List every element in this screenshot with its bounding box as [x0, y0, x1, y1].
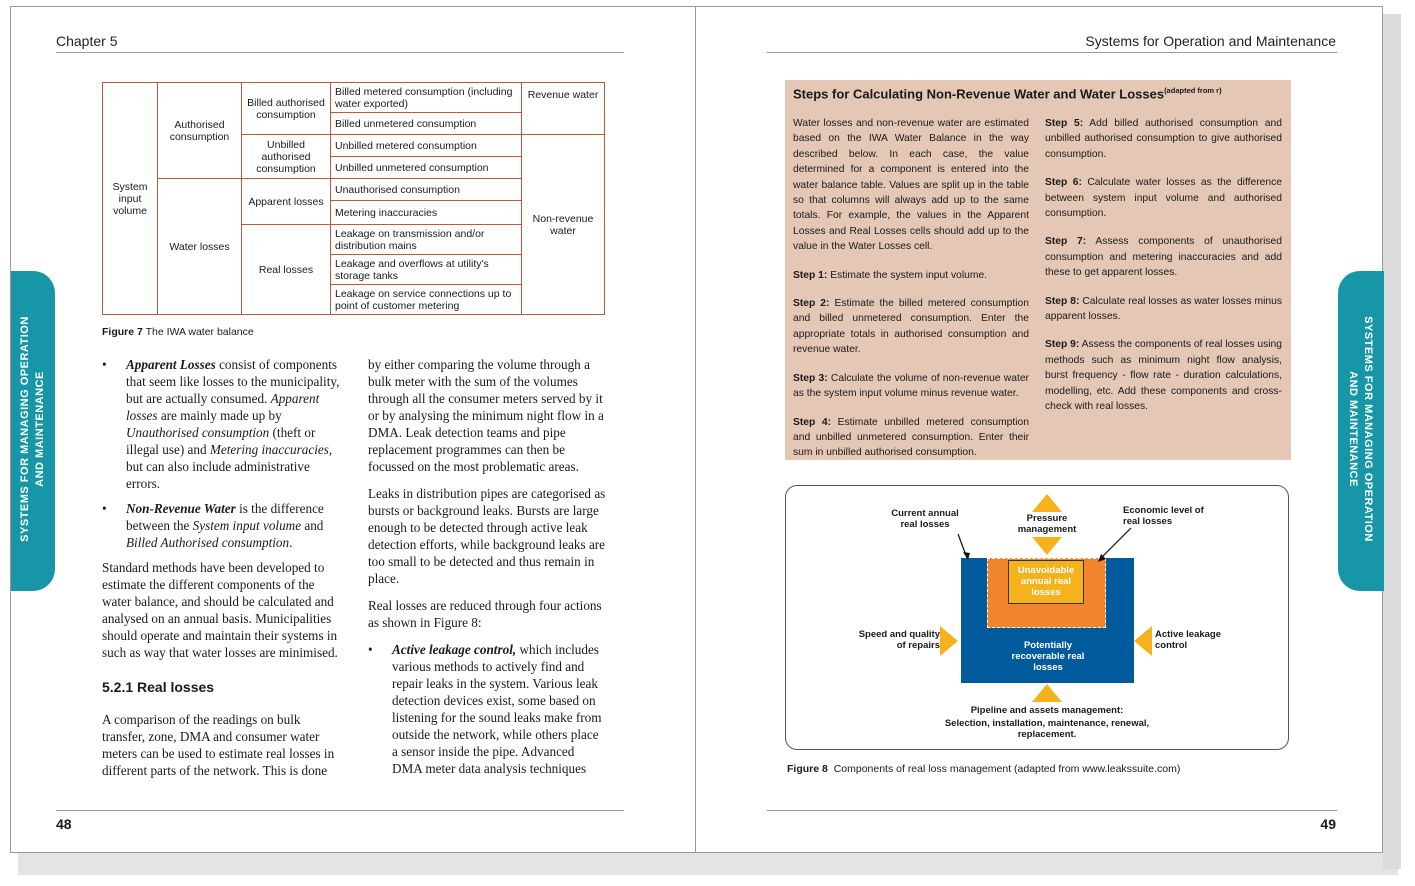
right-page [695, 6, 1383, 853]
tab-line-1: SYSTEMS FOR MANAGING OPERATION [19, 316, 31, 542]
step-label: Step 1: [793, 269, 828, 281]
step-label: Step 9: [1045, 339, 1080, 351]
step-text: Calculate real losses as water losses minus apparent losses. [1045, 295, 1282, 323]
pointer-arrows [786, 486, 1290, 751]
right-header-rule [767, 52, 1337, 53]
right-footer-rule [767, 810, 1337, 811]
step-label: Step 7: [1045, 236, 1087, 248]
right-side-tab-text [1345, 279, 1375, 579]
pointer-economic [1100, 528, 1131, 559]
cell-system-input: System input volume [103, 83, 158, 315]
bullet-active-leakage [368, 641, 606, 777]
step-3 [793, 371, 1029, 402]
bullet-dot: • [368, 642, 373, 657]
speed-label: Speed and quality of repairs [858, 629, 940, 651]
steps-title-sup: (adapted from r) [1164, 86, 1222, 95]
step-label: Step 6: [1045, 177, 1082, 189]
current-annual-label: Current annual real losses [891, 508, 959, 530]
water-balance-table [102, 82, 605, 315]
figure8-label: Figure 8 [787, 763, 828, 775]
pipeline-text: Selection, installation, maintenance, renewal, replacement. [944, 718, 1150, 740]
text: are mainly made up by [160, 408, 282, 423]
bullet-dot: • [102, 501, 107, 516]
text: System input volume [192, 518, 302, 533]
left-page [10, 6, 696, 853]
paragraph-leaks: Leaks in distribution pipes are categorised as bursts or background leaks. Bursts are large enough to be detected through active leak detection efforts, while background leaks are too small to be detected and thus remain in place. [368, 486, 606, 586]
term-active-leakage: Active leakage control, [392, 642, 517, 657]
step-label: Step 8: [1045, 295, 1080, 307]
left-header-rule [56, 52, 624, 53]
step-text: Calculate the volume of non-revenue water as the system input volume minus revenue water. [793, 372, 1029, 400]
step-1 [793, 268, 1029, 283]
cell-metering: Metering inaccuracies [331, 201, 522, 225]
step-label: Step 3: [793, 372, 828, 384]
text: is the difference between the [126, 501, 324, 533]
bullet-non-revenue-water [102, 500, 340, 551]
step-text: Estimate unbilled metered consumption and unbilled unmetered consumption. Enter their sum in unbilled authorised consumption. [793, 416, 1029, 459]
step-7 [1045, 234, 1282, 280]
right-side-tab [1338, 271, 1384, 591]
left-column-2 [368, 356, 606, 785]
figure8-text: Components of real loss management (adapted from www.leakssuite.com) [833, 763, 1181, 775]
pointer-economic-head [1098, 554, 1106, 562]
cell-billed-metered: Billed metered consumption (including water exported) [331, 83, 522, 113]
steps-title-text: Steps for Calculating Non-Revenue Water and Water Losses [793, 86, 1165, 102]
right-page-number: 49 [1320, 816, 1336, 832]
cell-billed-unmetered: Billed unmetered consumption [331, 113, 522, 135]
left-header: Chapter 5 [56, 33, 118, 49]
step-label: Step 4: [793, 416, 832, 428]
steps-box [785, 80, 1291, 460]
step-text: Estimate the system input volume. [830, 269, 988, 281]
cell-leak-service: Leakage on service connections up to point of customer metering [331, 285, 522, 315]
left-footer-rule [56, 810, 624, 811]
step-label: Step 2: [793, 298, 830, 310]
left-column-1-bottom [102, 711, 340, 789]
steps-column-2 [1045, 116, 1282, 428]
text: (theft or illegal use) and [126, 425, 316, 457]
text: Unauthorised consumption [126, 425, 270, 440]
text: which includes various methods to actively find and repair leaks in the system. Various leak detection devices exist, some based on listening for the sound leaks make from outside the network, while others place a sensor inside the pipe. Advanced DMA meter data analysis techniques [392, 642, 602, 776]
left-column-1 [102, 356, 340, 671]
step-label: Step 5: [1045, 118, 1084, 129]
cell-apparent-losses: Apparent losses [242, 179, 331, 225]
figure7-text: The IWA water balance [145, 326, 254, 338]
left-side-tab [11, 271, 55, 591]
cell-unauthorised: Unauthorised consumption [331, 179, 522, 201]
cell-billed-authorised: Billed authorised consumption [242, 83, 331, 135]
step-text: Calculate water losses as the difference between system input volume and authorised consumption. [1045, 177, 1282, 220]
tab-line-1: SYSTEMS FOR MANAGING OPERATION [1362, 316, 1374, 542]
step-text: Assess the components of real losses using methods such as minimum night flow analysis, burst frequency - flow rate - duration calculations, modelling, etc. Add these components and cross-check with real losses. [1045, 339, 1282, 413]
figure8-caption [787, 763, 1180, 775]
paragraph-standard-methods: Standard methods have been developed to estimate the different components of the water balance, and should be calculated and analysed on an annual basis. Municipalities should operate and maintain their systems in such as way that water losses are minimised. [102, 560, 338, 660]
paragraph-comparison: A comparison of the readings on bulk transfer, zone, DMA and consumer water meters can be used to estimate real losses in different parts of the network. This is done [102, 712, 335, 778]
active-leakage-label: Active leakage control [1155, 629, 1222, 651]
right-header: Systems for Operation and Maintenance [1085, 33, 1336, 49]
steps-column-1 [793, 116, 1029, 459]
step-9 [1045, 337, 1282, 414]
cell-non-revenue-water: Non-revenue water [522, 135, 605, 315]
pressure-label: Pressure management [1017, 513, 1077, 535]
page-shadow-right [1383, 14, 1401, 869]
left-page-number: 48 [56, 816, 72, 832]
cell-unbilled-metered: Unbilled metered consumption [331, 135, 522, 157]
paragraph-four-actions: Real losses are reduced through four actions as shown in Figure 8: [368, 598, 602, 630]
tab-line-2: AND MAINTENANCE [1347, 371, 1359, 487]
steps-title [793, 86, 1222, 101]
text: Metering inaccuracies [209, 442, 329, 457]
step-text: Add billed authorised consumption and unbilled authorised consumption to give authorised consumption. [1045, 118, 1282, 160]
bullet-dot: • [102, 357, 107, 372]
economic-label: Economic level of real losses [1123, 505, 1204, 527]
figure8-diagram [785, 485, 1289, 750]
left-side-tab-text [18, 279, 48, 579]
step-4 [793, 415, 1029, 459]
cell-revenue-water: Revenue water [522, 83, 605, 135]
text: and [304, 518, 324, 533]
figure7-caption [102, 326, 254, 338]
text: , but can also include administrative errors. [126, 442, 333, 491]
term-non-revenue-water: Non-Revenue Water [126, 501, 236, 516]
page-shadow-bottom [18, 853, 1398, 875]
step-text: Assess components of unauthorised consumption and metering inaccuracies and add these to get apparent losses. [1045, 236, 1282, 279]
step-8 [1045, 294, 1282, 325]
steps-intro: Water losses and non-revenue water are estimated based on the IWA Water Balance in the way described below. In each case, the value determined for a component is entered into the water balance table. Values are split up in the table so that columns will always add up to the same totals. For example, the values in the Apparent Losses and Real Losses cells should add up to the value in the Water Losses cell. [793, 118, 1029, 253]
cell-water-losses: Water losses [158, 179, 242, 315]
unavoidable-label: Unavoidable annual real losses [1017, 565, 1075, 598]
bullet-apparent-losses [102, 356, 340, 492]
cell-authorised: Authorised consumption [158, 83, 242, 179]
term-apparent-losses: Apparent Losses [126, 357, 216, 372]
text: Apparent losses [126, 391, 320, 423]
pipeline-title: Pipeline and assets management: [970, 705, 1124, 716]
cell-leak-overflows: Leakage and overflows at utility's storage tanks [331, 255, 522, 285]
step-text: Estimate the billed metered consumption and billed unmetered consumption. Enter the appropriate totals in authorised consumption and revenue water. [793, 298, 1029, 356]
tab-line-2: AND MAINTENANCE [34, 371, 46, 487]
cell-unbilled-unmetered: Unbilled unmetered consumption [331, 157, 522, 179]
step-5 [1045, 116, 1282, 162]
pointer-current-head [963, 552, 970, 560]
text: consist of components that seem like losses to the municipality, but are actually consumed. [126, 357, 340, 406]
cell-unbilled-authorised: Unbilled authorised consumption [242, 135, 331, 179]
figure7-label: Figure 7 [102, 326, 143, 338]
cell-leak-transmission: Leakage on transmission and/or distribution mains [331, 225, 522, 255]
step-6 [1045, 175, 1282, 221]
step-2 [793, 296, 1029, 358]
cell-real-losses: Real losses [242, 225, 331, 315]
text: . [289, 535, 293, 550]
potentially-label: Potentially recoverable real losses [1011, 640, 1085, 673]
section-heading-real-losses: 5.2.1 Real losses [102, 679, 215, 695]
text: Billed Authorised consumption [126, 535, 290, 550]
paragraph-bulk-meter: by either comparing the volume through a bulk meter with the sum of the volumes through all the consumer meters served by it or by analysing the minimum night flow in a DMA. Leak detection teams and pipe replacement programmes can then be focussed on the most problematic areas. [368, 357, 604, 474]
